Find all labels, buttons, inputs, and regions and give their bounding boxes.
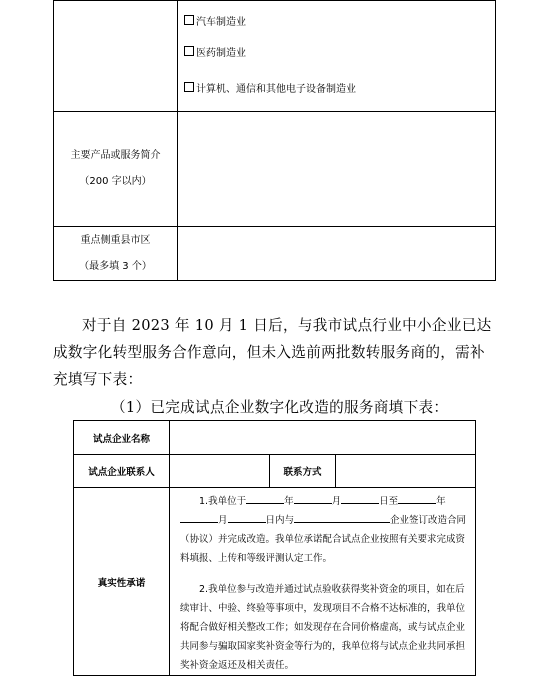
checkbox-icon[interactable]	[184, 15, 194, 25]
completed-transformation-table	[73, 420, 476, 676]
company-blank[interactable]	[294, 513, 390, 523]
product-intro-note: （200 字以内）	[79, 176, 152, 187]
pledge-item-2: 2.我单位参与改造并通过试点验收获得奖补资金的项目，如在后续审计、中验、终验等事项中，发现项目不合格不达标准的，我单位将配合做好相关整改工作；如发现存在合同价格虚高，或与试点企业共同参与骗取国家奖补资金等行为的，我单位将与试点企业共同承担奖补资金返还及相关责任。	[180, 584, 466, 671]
option-electronics-manufacturing[interactable]	[178, 69, 495, 105]
authenticity-pledge-cell	[170, 488, 476, 676]
checkbox-icon[interactable]	[184, 82, 194, 92]
company-name-label: 试点企业名称	[74, 421, 170, 455]
company-name-input[interactable]	[170, 421, 476, 455]
priority-region-note: （最多填 3 个）	[79, 260, 152, 272]
contact-method-input[interactable]	[336, 455, 476, 488]
contact-method-label: 联系方式	[270, 455, 336, 488]
month-blank[interactable]	[294, 494, 332, 504]
option-label: 汽车制造业	[196, 16, 246, 28]
option-label: 医药制造业	[196, 47, 246, 59]
day-blank[interactable]	[341, 494, 379, 504]
priority-region-label-cell	[54, 227, 178, 281]
pledge-item-1: 1.我单位于 年 月 日至 年月 日内与 企业签订改造合同（协议）并完成改造。我单位承诺配合试点企业按照有关要求完成资料填报、上传和等级评测认定工作。	[180, 496, 467, 564]
product-intro-label: 主要产品或服务简介	[70, 150, 161, 161]
option-auto-manufacturing[interactable]	[178, 1, 495, 33]
instruction-paragraph: 对于自 2023 年 10 月 1 日后，与我市试点行业中小企业已达成数字化转型服务合作意向，但未入选前两批数转服务商的，需补充填写下表：	[53, 317, 492, 388]
checkbox-icon[interactable]	[184, 46, 194, 56]
option-label: 计算机、通信和其他电子设备制造业	[196, 83, 356, 95]
year-blank[interactable]	[246, 494, 284, 504]
month2-blank[interactable]	[180, 513, 218, 523]
year2-blank[interactable]	[398, 494, 436, 504]
product-intro-input-cell[interactable]	[178, 112, 496, 227]
industry-label-cell	[54, 1, 178, 112]
product-intro-label-cell	[54, 112, 178, 227]
option-pharma-manufacturing[interactable]	[178, 33, 495, 69]
contact-person-label: 试点企业联系人	[74, 455, 170, 488]
subsection-heading: （1）已完成试点企业数字化改造的服务商填下表：	[111, 399, 449, 416]
day2-blank[interactable]	[228, 513, 266, 523]
company-info-table-continued	[53, 0, 496, 281]
priority-region-input-cell[interactable]	[178, 227, 496, 281]
authenticity-label: 真实性承诺	[74, 488, 170, 676]
industry-options-cell	[178, 1, 496, 112]
priority-region-label: 重点侧重县市区	[80, 234, 151, 246]
contact-person-input[interactable]	[170, 455, 270, 488]
